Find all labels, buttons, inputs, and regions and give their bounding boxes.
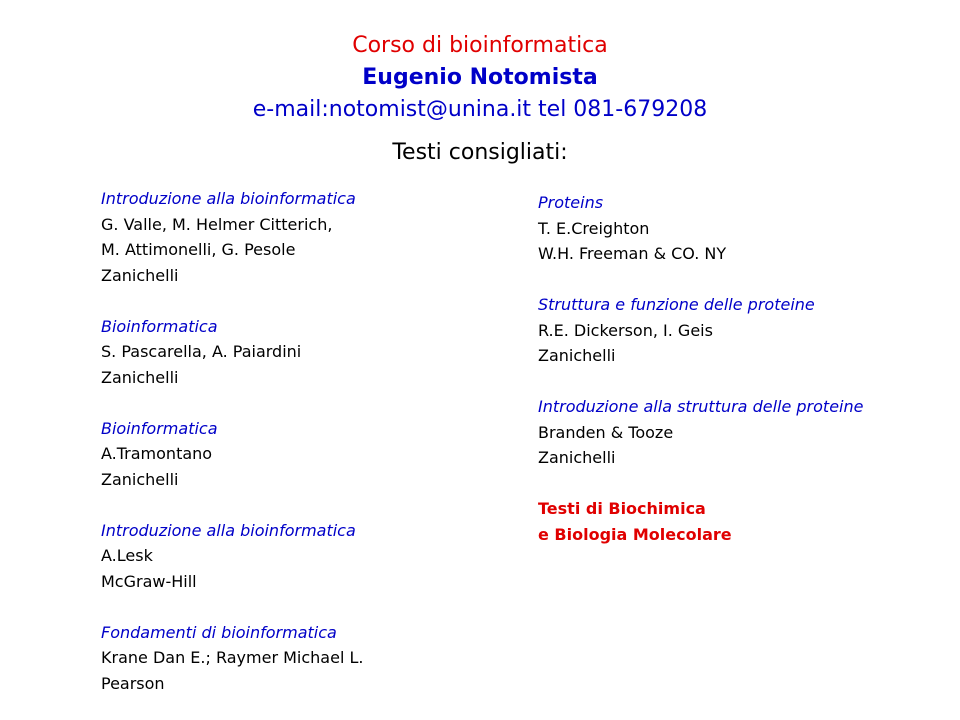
book-title: Bioinformatica xyxy=(101,316,218,336)
book-publisher: W.H. Freeman & CO. NY xyxy=(538,244,727,263)
instructor-name: Eugenio Notomista xyxy=(362,65,598,90)
left-book-list xyxy=(101,186,441,696)
book-entry xyxy=(101,518,441,595)
book-title: Introduzione alla bioinformatica xyxy=(101,189,356,208)
book-authors: R.E. Dickerson, I. Geis xyxy=(538,320,713,340)
book-entry xyxy=(538,394,918,471)
slide-header xyxy=(0,30,960,126)
section-title: Testi consigliati: xyxy=(392,140,568,165)
book-title: Fondamenti di bioinformatica xyxy=(101,622,337,642)
book-entry xyxy=(101,186,441,288)
book-title: Introduzione alla struttura delle proteine xyxy=(538,397,864,416)
book-publisher: Zanichelli xyxy=(538,346,616,365)
book-publisher: Zanichelli xyxy=(101,265,179,285)
book-title: Bioinformatica xyxy=(101,418,218,438)
book-publisher: Zanichelli xyxy=(101,367,179,387)
book-authors: Krane Dan E.; Raymer Michael L. xyxy=(101,648,364,667)
book-entry xyxy=(538,190,918,267)
book-authors: S. Pascarella, A. Paiardini xyxy=(101,342,302,361)
book-entry xyxy=(538,292,918,369)
book-authors: M. Attimonelli, G. Pesole xyxy=(101,240,296,259)
right-book-list xyxy=(538,190,918,547)
book-publisher: Zanichelli xyxy=(101,469,179,489)
book-entry xyxy=(101,314,441,391)
contact-info: e-mail:notomist@unina.it tel 081-679208 xyxy=(252,97,708,122)
course-title: Corso di bioinformatica xyxy=(352,33,608,58)
book-title: Proteins xyxy=(538,193,604,212)
book-publisher: Zanichelli xyxy=(538,448,616,467)
note-line: Testi di Biochimica xyxy=(538,499,706,518)
book-authors: G. Valle, M. Helmer Citterich, xyxy=(101,214,333,234)
book-entry xyxy=(101,416,441,493)
book-publisher: Pearson xyxy=(101,673,165,693)
book-publisher: McGraw-Hill xyxy=(101,571,197,591)
book-entry xyxy=(101,620,441,697)
book-authors: A.Lesk xyxy=(101,546,153,565)
note-line: e Biologia Molecolare xyxy=(538,524,732,544)
book-authors: Branden & Tooze xyxy=(538,422,674,442)
book-authors: A.Tramontano xyxy=(101,444,213,463)
book-title: Introduzione alla bioinformatica xyxy=(101,520,356,540)
biochemistry-note xyxy=(538,496,918,547)
book-authors: T. E.Creighton xyxy=(538,218,650,238)
book-title: Struttura e funzione delle proteine xyxy=(538,295,815,314)
